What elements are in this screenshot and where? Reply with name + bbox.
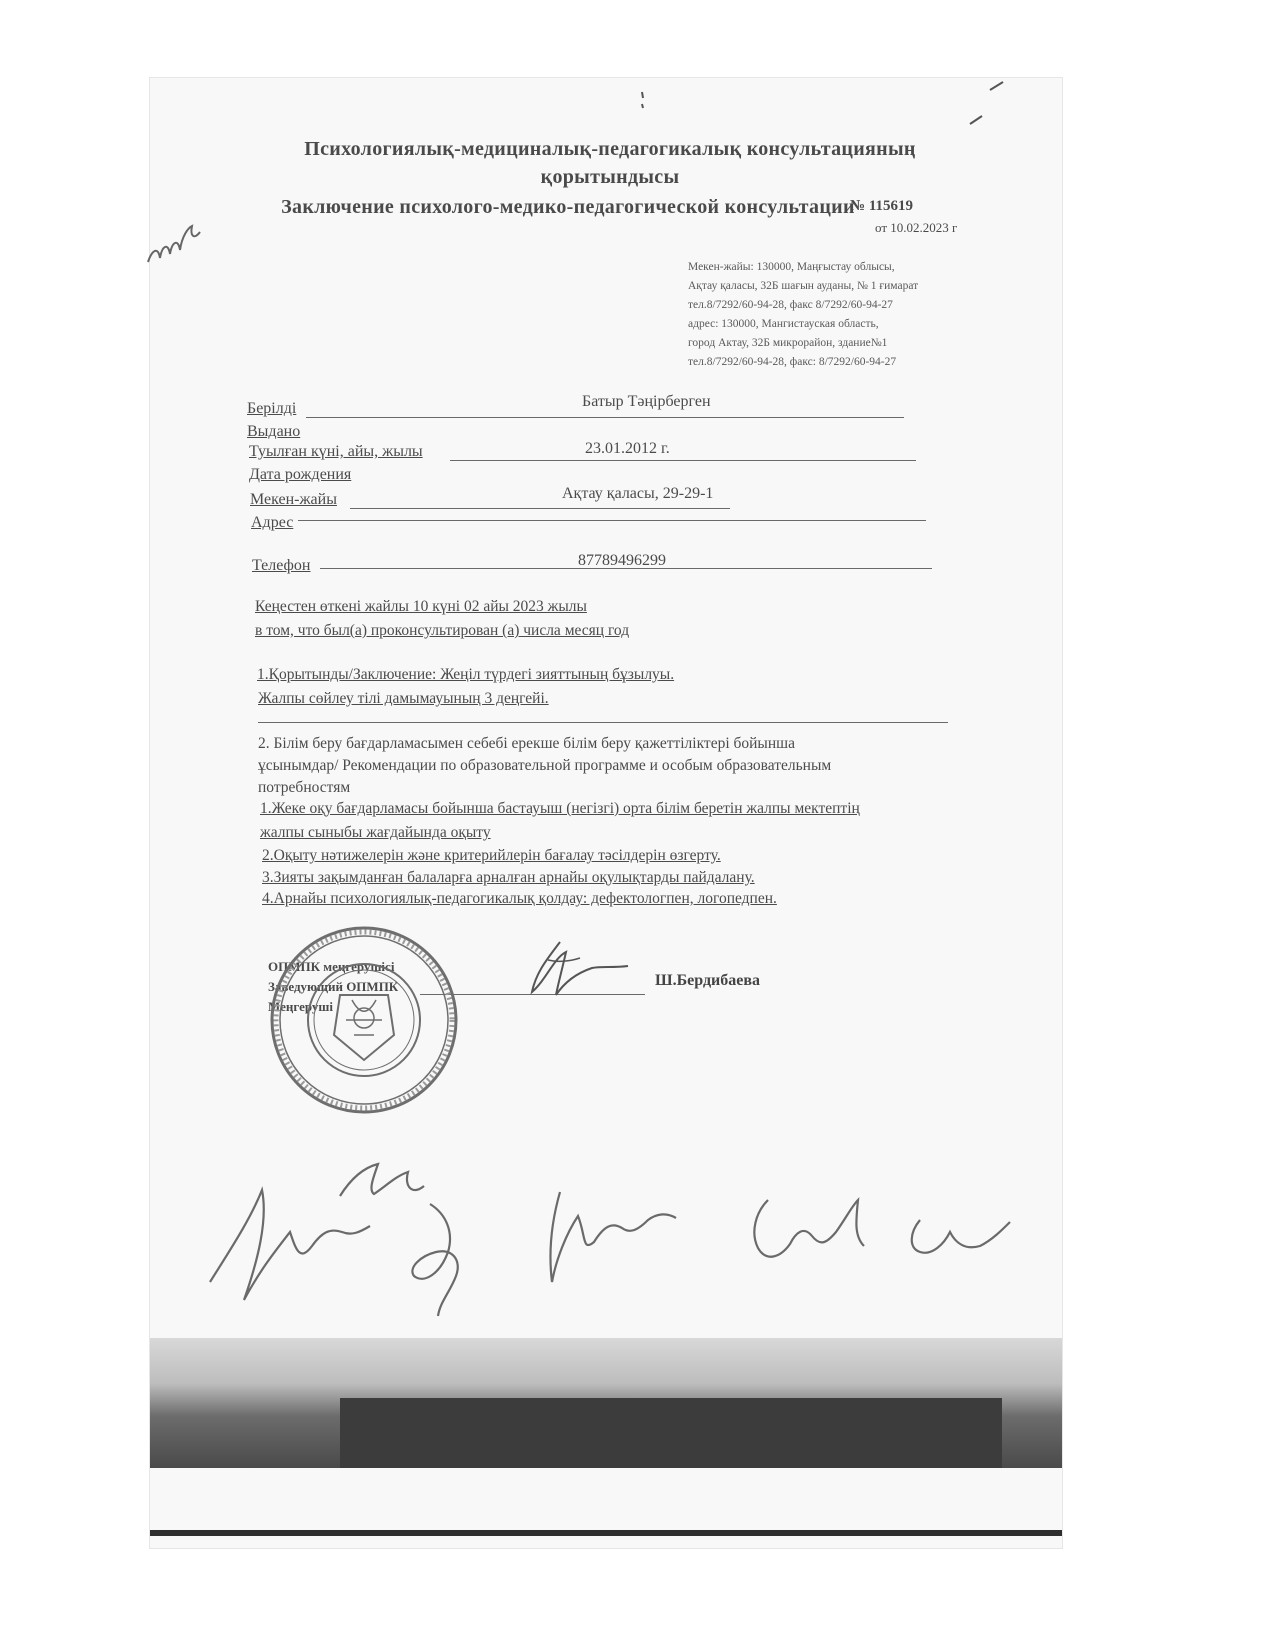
recommendation-item: 3.Зияты зақымданған балаларға арналған арнайы оқулықтарды пайдалану. (262, 869, 755, 886)
address-line: адрес: 130000, Мангистауская область, (688, 318, 879, 330)
address-value: Ақтау қаласы, 29-29-1 (562, 485, 714, 502)
dob-label-ru: Дата рождения (249, 466, 352, 483)
title-kz-line1: Психологиялық-медициналық-педагогикалық консультацияның (304, 138, 916, 160)
dob-value: 23.01.2012 г. (585, 440, 670, 457)
issued-value: Батыр Тәңірберген (582, 393, 711, 410)
commission-signatures (210, 1164, 1010, 1316)
recommendation-item: 1.Жеке оқу бағдарламасы бойынша бастауыш (негізгі) орта білім беретін жалпы мектептің (260, 800, 860, 817)
address-line: тел.8/7292/60-94-28, факс: 8/7292/60-94-27 (688, 356, 897, 368)
margin-scribble (148, 226, 200, 262)
consult-date-kz: Кеңестен өткені жайлы 10 күні 02 айы 2023 жылы (255, 598, 587, 615)
address-line: город Актау, 32Б микрорайон, здание№1 (688, 337, 888, 349)
signature-label-3: Меңгеруші (268, 999, 334, 1014)
consult-date-ru: в том, что был(а) проконсультирован (а) числа месяц год (255, 622, 630, 639)
issued-label-ru: Выдано (247, 423, 301, 440)
address-line: Мекен-жайы: 130000, Маңғыстау облысы, (688, 261, 895, 273)
official-stamp (272, 928, 456, 1112)
title-ru: Заключение психолого-медико-педагогической консультации (281, 196, 855, 218)
document-number: № 115619 (850, 198, 913, 214)
phone-label: Телефон (252, 557, 311, 574)
recommendation-item: 2.Оқыту нәтижелерін және критерийлерін бағалау тәсілдерін өзгерту. (262, 847, 721, 864)
conclusion-line2: Жалпы сөйлеу тілі дамымауының 3 деңгейі. (258, 690, 549, 707)
recommendation-item: жалпы сыныбы жағдайында оқыту (260, 824, 491, 841)
phone-value: 87789496299 (578, 552, 666, 569)
dob-label-kz: Туылған күні, айы, жылы (249, 443, 423, 460)
address-line: Ақтау қаласы, 32Б шағын ауданы, № 1 ғимарат (688, 280, 919, 292)
address-label-ru: Адрес (251, 514, 294, 531)
conclusion-line1: 1.Қорытынды/Заключение: Жеңіл түрдегі зияттының бұзылуы. (257, 666, 675, 683)
recommendation-item: 4.Арнайы психологиялық-педагогикалық қолдау: дефектологпен, логопедпен. (262, 890, 777, 907)
recommendations-heading-3: потребностям (258, 779, 351, 796)
issued-label-kz: Берілді (247, 400, 297, 417)
signatory-name: Ш.Бердибаева (655, 972, 760, 989)
title-kz-line2: қорытындысы (540, 166, 680, 188)
recommendations-heading-2: ұсынымдар/ Рекомендации по образовательной программе и особым образовательным (258, 757, 832, 774)
signature-label-2: Заведующий ОПМПК (268, 979, 399, 994)
document-date: от 10.02.2023 г (875, 220, 958, 235)
address-label-kz: Мекен-жайы (250, 491, 337, 508)
signature-label-1: ОПМПК меңгерушісі (268, 959, 395, 974)
recommendations-heading-1: 2. Білім беру бағдарламасымен себебі ерекше білім беру қажеттіліктері бойынша (258, 735, 795, 752)
address-line: тел.8/7292/60-94-28, факс 8/7292/60-94-27 (688, 299, 893, 311)
margin-marks (642, 82, 1003, 124)
director-signature (532, 942, 628, 995)
